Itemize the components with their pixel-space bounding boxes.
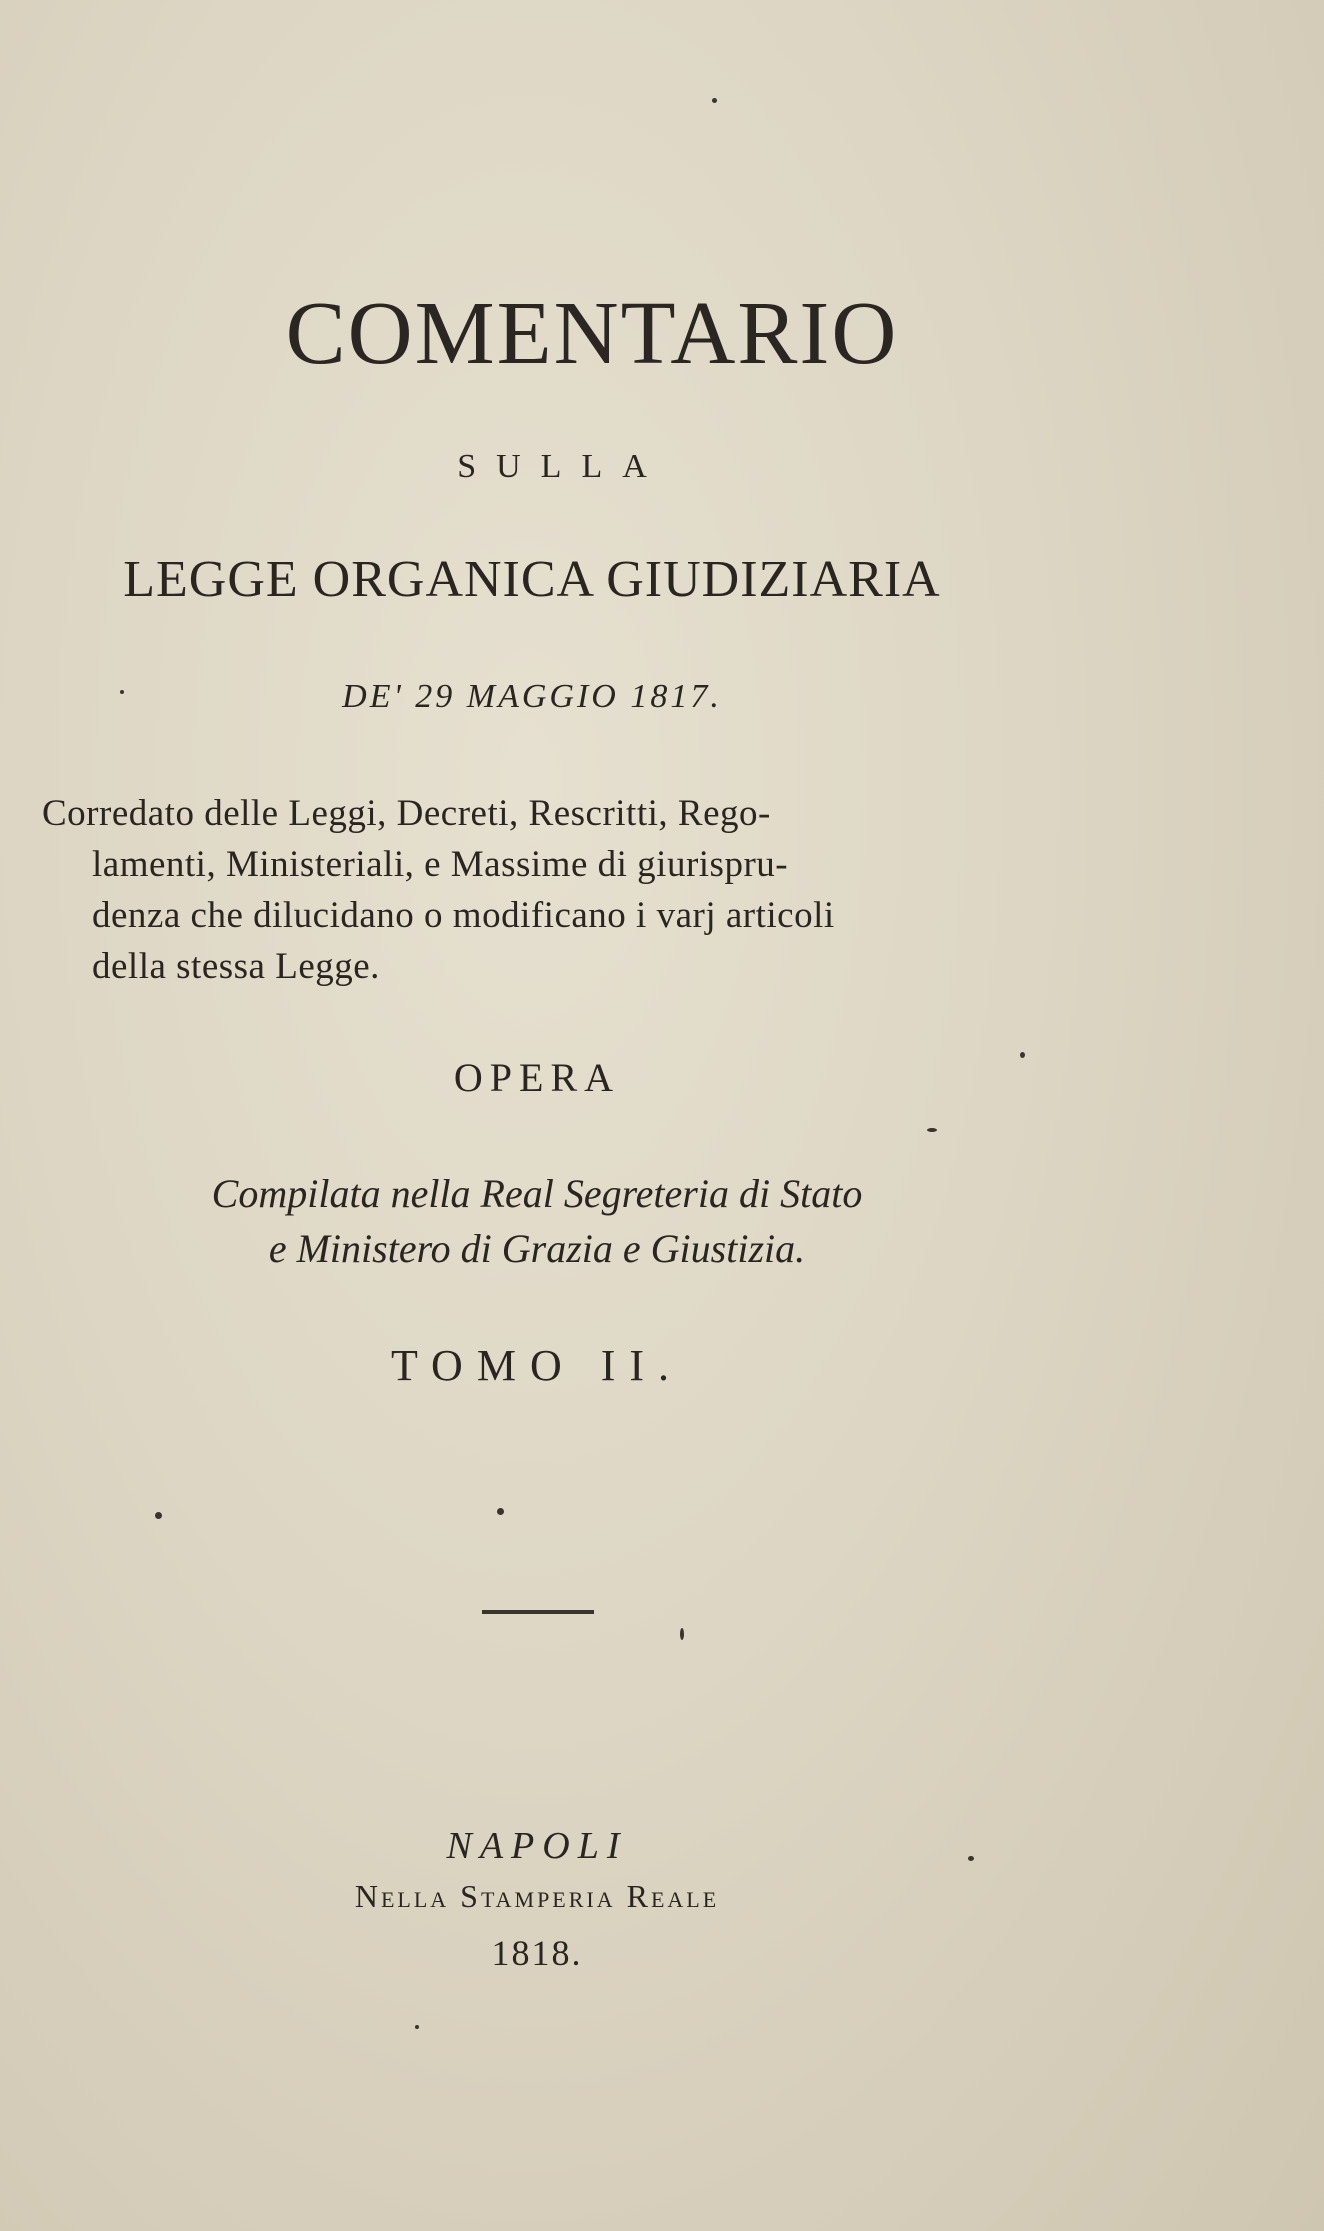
imprint-press: Nella Stamperia Reale	[354, 1878, 720, 1914]
imprint-city: NAPOLI	[446, 1825, 628, 1867]
book-title: COMENTARIO	[285, 284, 899, 383]
volume-label: TOMO II.	[390, 1341, 684, 1390]
divider-rule	[482, 1610, 594, 1614]
paper-speck	[155, 1512, 162, 1519]
paper-speck	[680, 1628, 684, 1640]
paper-speck	[415, 2025, 419, 2029]
subject-title: LEGGE ORGANICA GIUDIZIARIA	[123, 551, 941, 608]
opera-label: OPERA	[453, 1055, 621, 1100]
compilata-line-2: e Ministero di Grazia e Giustizia.	[268, 1226, 806, 1271]
description-line: denza che dilucidano o modificano i varj articoli	[92, 895, 835, 936]
imprint-year: 1818.	[491, 1933, 583, 1973]
compilata-line-1: Compilata nella Real Segreteria di Stato	[211, 1171, 863, 1216]
sulla-label: SULLA	[457, 448, 667, 485]
description-paragraph	[42, 788, 1022, 992]
description-line: della stessa Legge.	[92, 946, 380, 987]
description-line: lamenti, Ministeriali, e Massime di giurispru-	[92, 844, 789, 885]
paper-speck	[927, 1128, 937, 1132]
paper-speck	[712, 98, 717, 103]
description-line: Corredato delle Leggi, Decreti, Rescritti, Rego-	[42, 793, 771, 834]
paper-speck	[497, 1508, 504, 1515]
law-date: DE' 29 MAGGIO 1817.	[342, 678, 722, 715]
